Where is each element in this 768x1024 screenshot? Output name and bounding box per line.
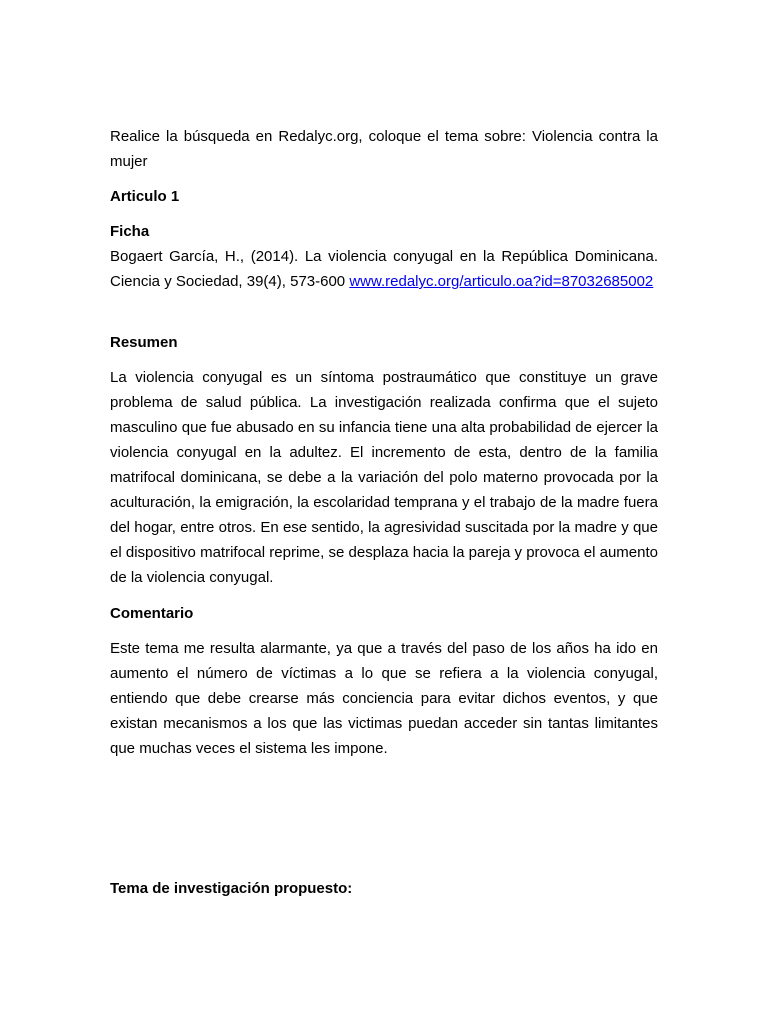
- tema-heading: Tema de investigación propuesto:: [110, 880, 353, 897]
- comentario-paragraph: Este tema me resulta alarmante, ya que a través del paso de los años ha ido en aumento el número de víctimas a lo que se refiera a la violencia conyugal, entiendo que debe crearse más conciencia para evitar dichos eventos, y que existan mecanismos a los que las victimas puedan acceder sin tantas limitantes que muchas veces el sistema les impone.: [110, 640, 658, 757]
- citation-text: Bogaert García, H., (2014). La violencia conyugal en la República Dominicana. Ciencia y Sociedad, 39(4), 573-600: [110, 248, 658, 290]
- comentario-heading: Comentario: [110, 605, 194, 622]
- article-heading: Articulo 1: [110, 188, 180, 205]
- resumen-heading: Resumen: [110, 334, 178, 351]
- resumen-paragraph: La violencia conyugal es un síntoma postraumático que constituye un grave problema de salud pública. La investigación realizada confirma que el sujeto masculino que fue abusado en su infancia tiene una alta probabilidad de ejercer la violencia conyugal en la adultez. El incremento de esta, dentro de la familia matrifocal dominicana, se debe a la variación del polo materno provocada por la aculturación, la emigración, la escolaridad temprana y el trabajo de la madre fuera del hogar, entre otros. En ese sentido, la agresividad suscitada por la madre y que el dispositivo matrifocal reprime, se desplaza hacia la pareja y provoca el aumento de la violencia conyugal.: [110, 369, 658, 586]
- ficha-heading: Ficha: [110, 223, 150, 240]
- article-link[interactable]: www.redalyc.org/articulo.oa?id=87032685002: [349, 273, 654, 290]
- ficha-citation: [110, 244, 658, 294]
- instruction-paragraph: Realice la búsqueda en Redalyc.org, coloque el tema sobre: Violencia contra la mujer: [110, 128, 658, 170]
